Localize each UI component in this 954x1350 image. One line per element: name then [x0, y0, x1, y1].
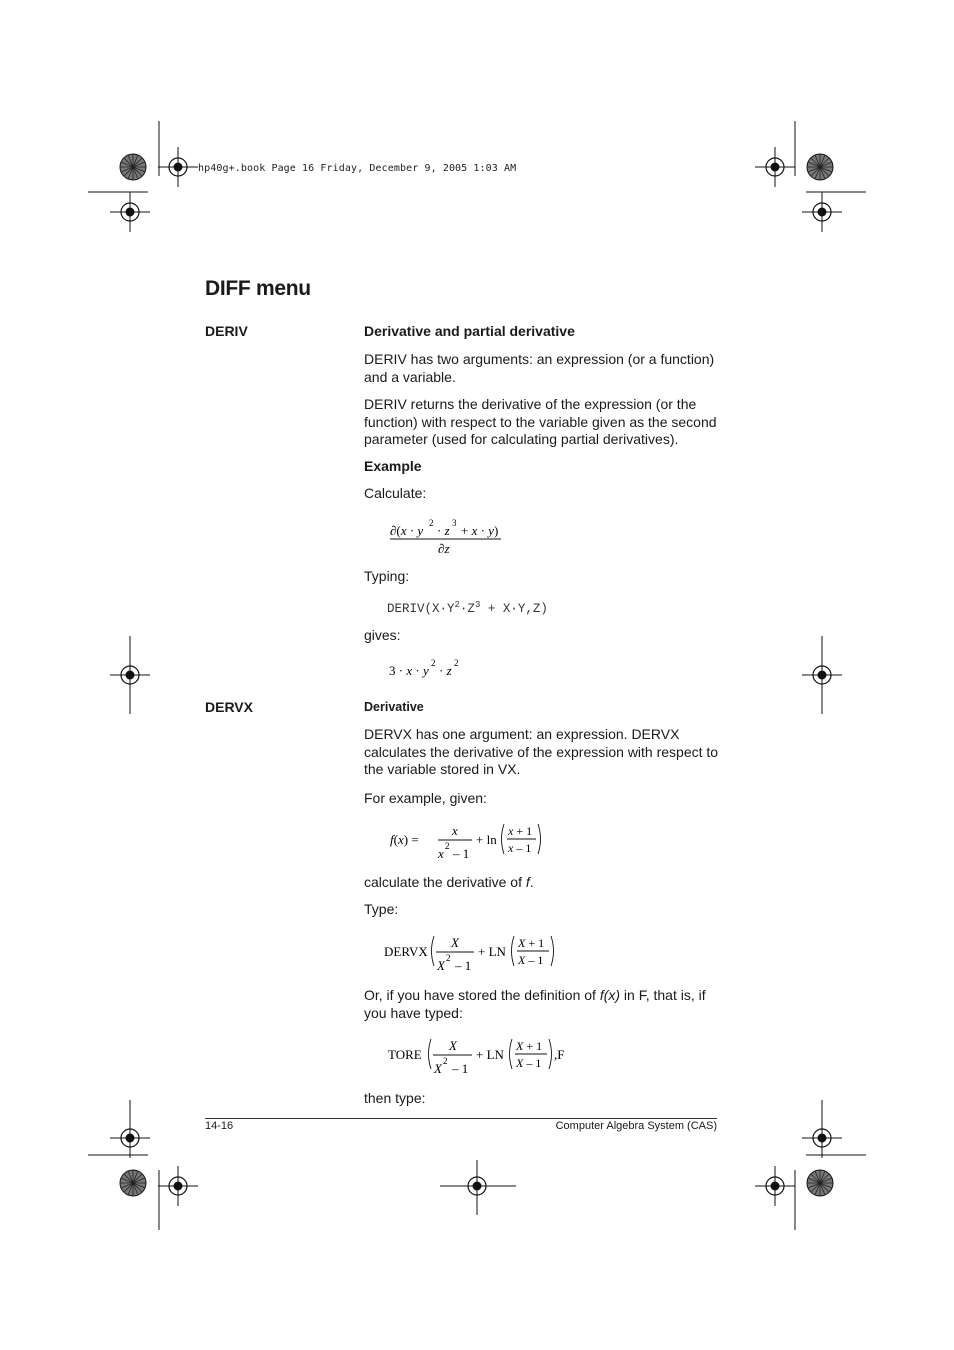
- svg-text:2: 2: [443, 1056, 448, 1066]
- star-target-icon: [120, 154, 146, 180]
- star-target-icon: [120, 1170, 146, 1196]
- registration-mark-icon: [755, 147, 795, 187]
- svg-text:3 · x · y: 3 · x · y: [389, 663, 429, 678]
- dervx-paragraph-3: calculate the derivative of f.: [364, 874, 534, 890]
- svg-text:DERVX: DERVX: [384, 944, 428, 959]
- example-heading: Example: [364, 458, 422, 474]
- svg-text:f(x) =: f(x) =: [390, 832, 419, 847]
- svg-text:,F: ,F: [554, 1047, 565, 1062]
- print-slug: hp40g+.book Page 16 Friday, December 9, 2005 1:03 AM: [198, 163, 517, 174]
- svg-text:x: x: [438, 846, 444, 861]
- registration-mark-icon: [110, 192, 150, 232]
- svg-text:X + 1: X + 1: [518, 936, 545, 950]
- footer-chapter: Computer Algebra System (CAS): [555, 1120, 717, 1132]
- registration-mark-icon: [802, 1118, 842, 1158]
- dervx-paragraph-1: DERVX has one argument: an expression. DERVX calculates the derivative of the expression with respect to the variable stored in VX.: [364, 726, 719, 778]
- typing-code: $DERIV(X\cdot Y^2\cdot Z^3 + X\cdot Y,Z)$: [387, 600, 548, 617]
- svg-text:– 1: – 1: [453, 846, 470, 861]
- registration-mark-icon: [755, 1166, 795, 1206]
- svg-text:+ LN: + LN: [478, 944, 506, 959]
- svg-text:3: 3: [452, 518, 457, 528]
- svg-text:· z: · z: [437, 523, 450, 538]
- svg-text:X – 1: X – 1: [516, 1056, 542, 1070]
- typing-label: Typing:: [364, 568, 410, 584]
- dervx-paragraph-5: then type:: [364, 1090, 426, 1106]
- svg-text:2: 2: [445, 841, 450, 851]
- svg-text:TORE: TORE: [388, 1047, 422, 1062]
- gives-label: gives:: [364, 627, 401, 643]
- calculate-label: Calculate:: [364, 485, 427, 501]
- registration-mark-icon: [110, 1118, 150, 1158]
- svg-text:+ LN: + LN: [476, 1047, 504, 1062]
- svg-text:– 1: – 1: [452, 1061, 469, 1076]
- svg-text:X: X: [451, 935, 459, 950]
- deriv-paragraph-1: DERIV has two arguments: an expression (or a function) and a variable.: [364, 351, 715, 385]
- dervx-type-formula: [384, 930, 564, 978]
- footer-page-number: 14-16: [205, 1120, 234, 1132]
- svg-text:2: 2: [429, 518, 434, 528]
- svg-text:X: X: [449, 1038, 457, 1053]
- svg-text:∂z: ∂z: [438, 541, 450, 556]
- deriv-result-formula: [385, 655, 475, 683]
- svg-text:2: 2: [431, 658, 436, 668]
- dervx-heading: Derivative: [364, 700, 424, 714]
- svg-text:· z: · z: [439, 663, 452, 678]
- deriv-paragraph-2: DERIV returns the derivative of the expression (or the function) with respect to the variable given as the second parameter (used for calculating partial derivatives).: [364, 396, 717, 448]
- page-title: DIFF menu: [205, 277, 311, 300]
- svg-text:x + 1: x + 1: [508, 824, 533, 838]
- svg-text:X + 1: X + 1: [516, 1039, 543, 1053]
- registration-mark-icon: [158, 1166, 198, 1206]
- footer-rule: [205, 1118, 717, 1119]
- svg-text:X: X: [437, 958, 445, 973]
- svg-text:2: 2: [446, 953, 451, 963]
- side-heading-dervx: DERVX: [205, 699, 253, 715]
- svg-text:+ ln: + ln: [476, 832, 497, 847]
- dervx-paragraph-2: For example, given:: [364, 790, 487, 806]
- svg-text:x – 1: x – 1: [508, 841, 532, 855]
- star-target-icon: [807, 1170, 833, 1196]
- side-heading-deriv: DERIV: [205, 323, 248, 339]
- svg-text:– 1: – 1: [455, 958, 472, 973]
- deriv-heading: Derivative and partial derivative: [364, 323, 575, 339]
- star-target-icon: [807, 154, 833, 180]
- type-label: Type:: [364, 901, 399, 917]
- partial-derivative-formula: [385, 512, 515, 560]
- registration-mark-icon: [158, 147, 198, 187]
- svg-text:x: x: [452, 823, 458, 838]
- registration-mark-icon: [802, 192, 842, 232]
- dervx-paragraph-4: Or, if you have stored the definition of f(x) in F, that is, if you have typed:: [364, 987, 706, 1021]
- svg-text:∂(x · y: ∂(x · y: [390, 523, 424, 538]
- svg-text:X: X: [434, 1061, 442, 1076]
- svg-text:X – 1: X – 1: [518, 953, 544, 967]
- store-formula: [386, 1033, 571, 1081]
- given-function-formula: [386, 818, 556, 866]
- svg-text:+ x · y): + x · y): [461, 523, 499, 538]
- svg-text:2: 2: [454, 658, 459, 668]
